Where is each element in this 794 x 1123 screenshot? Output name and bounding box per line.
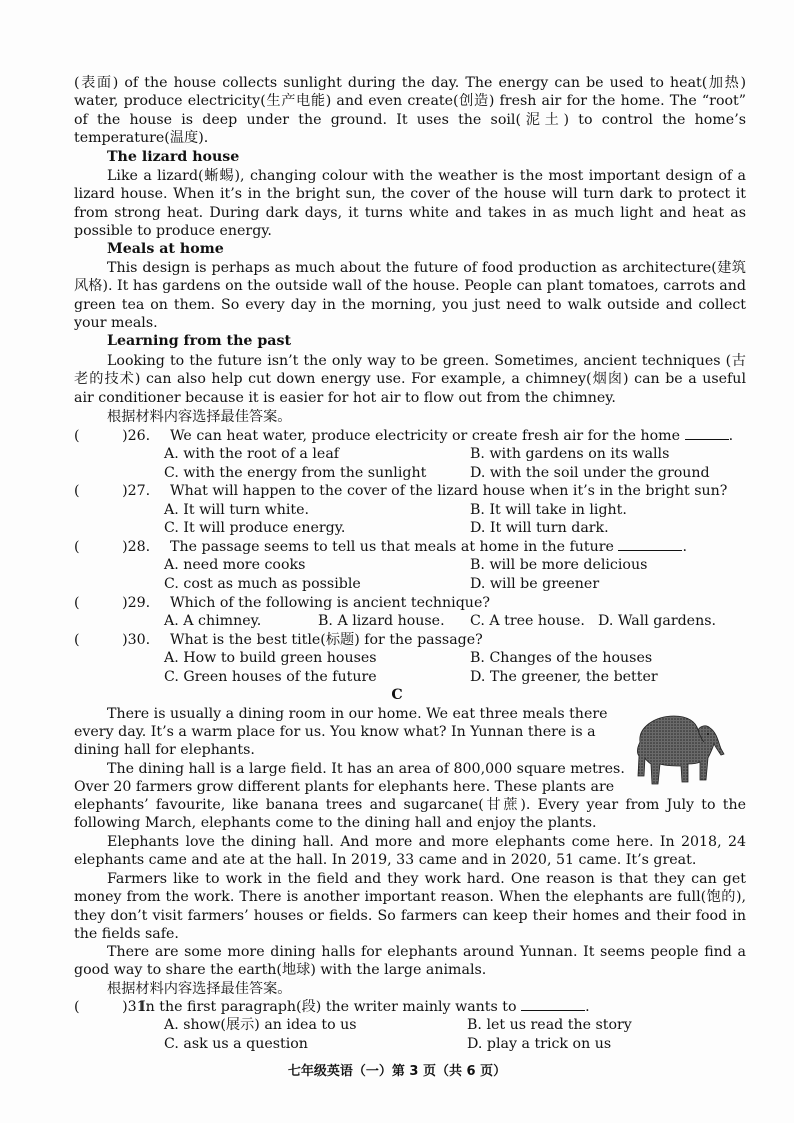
option-a[interactable]: A. need more cooks [164,557,306,573]
option-a[interactable]: A. It will turn white. [164,502,310,518]
answer-blank [618,538,682,551]
answer-bracket[interactable]: ( )31. [74,999,151,1015]
answer-bracket[interactable]: ( )28. [74,539,151,555]
answer-bracket[interactable]: ( )29. [74,595,151,611]
question-text: In the first paragraph(段) the writer mainly wants to [140,999,517,1015]
passage-line: There is usually a dining room in our home. We eat three meals there [107,706,608,722]
question-text: What is the best title(标题) for the passage? [170,632,483,648]
option-c[interactable]: C. It will produce energy. [164,520,346,536]
question-text: What will happen to the cover of the lizard house when it’s in the bright sun? [170,483,728,499]
section-heading: Learning from the past [107,333,292,349]
section-label: C [391,687,403,703]
passage-paragraph: Looking to the future isn’t the only way to be green. Sometimes, ancient techniques (古老的技术) can also help cut down energy use. For example, a chimney(烟囱) can be a useful air conditioner because it is easier for hot air to flow out from the chimney. [74,353,746,406]
option-c[interactable]: C. ask us a question [164,1036,308,1052]
option-a[interactable]: A. with the root of a leaf [164,446,340,462]
answer-bracket[interactable]: ( )26. [74,428,151,444]
option-b[interactable]: B. Changes of the houses [470,650,653,666]
passage-paragraph: This design is perhaps as much about the future of food production as architecture(建筑风格). It has gardens on the outside wall of the house. People can plant tomatoes, carrots and green tea on them. So every day in the morning, you just need to walk outside and collect your meals. [74,260,746,332]
option-d[interactable]: D. will be greener [470,576,600,592]
answer-bracket[interactable]: ( )27. [74,483,151,499]
question-text: We can heat water, produce electricity or create fresh air for the home [170,428,681,444]
passage-line: dining hall for elephants. [74,742,255,758]
passage-line: every day. It’s a warm place for us. You know what? In Yunnan there is a [74,724,596,740]
passage-line: The dining hall is a large field. It has an area of 800,000 square metres. [107,761,625,777]
passage-paragraph: Elephants love the dining hall. And more and more elephants come here. In 2018, 24 elephants came and ate at the hall. In 2019, 33 came and in 2020, 51 came. It’s great. [74,834,746,869]
passage-paragraph: There are some more dining halls for elephants around Yunnan. It seems people find a good way to share the earth(地球) with the large animals. [74,944,746,979]
passage-paragraph: (表面) of the house collects sunlight during the day. The energy can be used to heat(加热) water, produce electricity(生产电能) and even create(创造) fresh air for the home. The “root” of the house is deep under the ground. It uses the soil(泥土) to control the home’s temperature(温度). [74,75,746,147]
passage-paragraph: Farmers like to work in the field and they work hard. One reason is that they can get money from the work. There is another important reason. When the elephants are full(饱的), they don’t visit farmers’ houses or fields. So farmers can keep their homes and their food in the fields safe. [74,871,746,943]
option-d[interactable]: D. The greener, the better [470,669,658,685]
passage-paragraph: Like a lizard(蜥蜴), changing colour with the weather is the most important design of a lizard house. When it’s in the bright sun, the cover of the house will turn dark to protect it from strong heat. During dark days, it turns white and takes in as much light and heat as possible to produce energy. [74,168,746,240]
passage-paragraph: elephants’ favourite, like banana trees and sugarcane(甘蔗). Every year from July to the following March, elephants come to the dining hall and enjoy the plants. [74,797,746,832]
option-b[interactable]: B. It will take in light. [470,502,627,518]
option-c[interactable]: C. cost as much as possible [164,576,361,592]
option-c[interactable]: C. A tree house. [470,613,585,629]
elephant-illustration [626,706,726,788]
question-text: Which of the following is ancient technique? [170,595,490,611]
option-b[interactable]: B. with gardens on its walls [470,446,670,462]
passage-line: Over 20 farmers grow different plants for elephants here. These plants are [74,779,615,795]
section-heading: Meals at home [107,241,224,257]
answer-blank [685,427,729,440]
option-d[interactable]: D. Wall gardens. [598,613,717,629]
option-c[interactable]: C. with the energy from the sunlight [164,465,427,481]
instruction-text: 根据材料内容选择最佳答案。 [107,981,292,997]
answer-bracket[interactable]: ( )30. [74,632,151,648]
option-b[interactable]: B. let us read the story [467,1017,632,1033]
question-text: The passage seems to tell us that meals at home in the future [170,539,614,555]
page-footer: 七年级英语（一）第 3 页（共 6 页） [287,1064,507,1079]
option-b[interactable]: B. A lizard house. [318,613,445,629]
option-d[interactable]: D. It will turn dark. [470,520,609,536]
option-c[interactable]: C. Green houses of the future [164,669,377,685]
option-a[interactable]: A. How to build green houses [164,650,377,666]
option-d[interactable]: D. with the soil under the ground [470,465,710,481]
section-heading: The lizard house [107,149,240,165]
option-a[interactable]: A. A chimney. [164,613,262,629]
option-d[interactable]: D. play a trick on us [467,1036,612,1052]
instruction-text: 根据材料内容选择最佳答案。 [107,409,292,425]
option-a[interactable]: A. show(展示) an idea to us [164,1017,357,1033]
answer-blank [521,998,585,1011]
exam-page: (表面) of the house collects sunlight during the day. The energy can be used to heat(加热) water, produce electricity(生产电能) and even create(创造) fresh air for the home. The “root” of the house is deep under the ground. It uses the soil(泥土) to control the home’s temperature(温度). The lizard house Like a lizard(蜥蜴), changing colour with the weather is the most important design of a lizard house. When it’s in the bright sun, the cover of the house will turn dark to protect it from strong heat. During dark days, it turns white and takes in as much light and heat as possible to produce energy. Meals at home This design is perhaps as much about the future of food production as architecture(建筑风格). It has gardens on the outside wall of the house. People can plant tomatoes, carrots and green tea on them. So every day in the morning, you just need to walk outside and collect your meals. Learning from the past Looking to the future isn’t the only way to be green. Sometimes, ancient techniques (古老的技术) can also help cut down energy use. For example, a chimney(烟囱) can be a useful air conditioner because it is easier for hot air to flow out from the chimney. 根据材料内容选择最佳答案。 ( )26. We can heat water, produce electricity or create fresh air for the home . A. with the root of a leaf B. with gardens on its walls C. with the energy from the sunlight D. with the soil under the ground ( )27. What will happen to the cover of the lizard house when it’s in the bright sun? A. It will turn white. B. It will take in light. C. It will produce energy. D. It will turn dark. ( )28. The passage seems to tell us that meals at home in the future . A. need more cooks B. will be more delicious C. cost as much as possible D. will be greener ( )29. Which of the following is ancient technique? A. A chimney. B. A lizard house. C. A tree house. D. Wall gardens. ( )30. What is the best title(标题) for the passage? A. How to build green houses B. Changes of the houses C. Green houses of the future D. The greener, the better C There is usually a dining room in our home. We eat three meals there every day. It’s a warm place for us. You know what? In Yunnan there is a dining hall for elephants. The dining hall is a large field. It has an area of 800,000 square metres. Over 20 farmers grow different plants for elephants here. These plants are elephants’ favourite, like banana trees and sugarcane(甘蔗). Every year from July to the following March, elephants come to the dining hall and enjoy the plants. Elephants love the dining hall. And more and more elephants come here. In 2018, 24 elephants came and ate at the hall. In 2019, 33 came and in 2020, 51 came. It’s great. Farmers like to work in the field and they work hard. One reason is that they can get money from the work. There is another important reason. When the elephants are full(饱的), they don’t visit farmers’ houses or fields. So farmers can keep their homes and their food in the fields safe. There are some more dining halls for elephants around Yunnan. It seems people find a good way to share the earth(地球) with the large animals. 根据材料内容选择最佳答案。 ( )31. In the first paragraph(段) the writer mainly wants to . A. show(展示) an idea to us B. let us read the story C. ask us a question D. play a trick on us 七年级英语（一）第 3 页（共 6 页） [0,0,794,1123]
option-b[interactable]: B. will be more delicious [470,557,648,573]
